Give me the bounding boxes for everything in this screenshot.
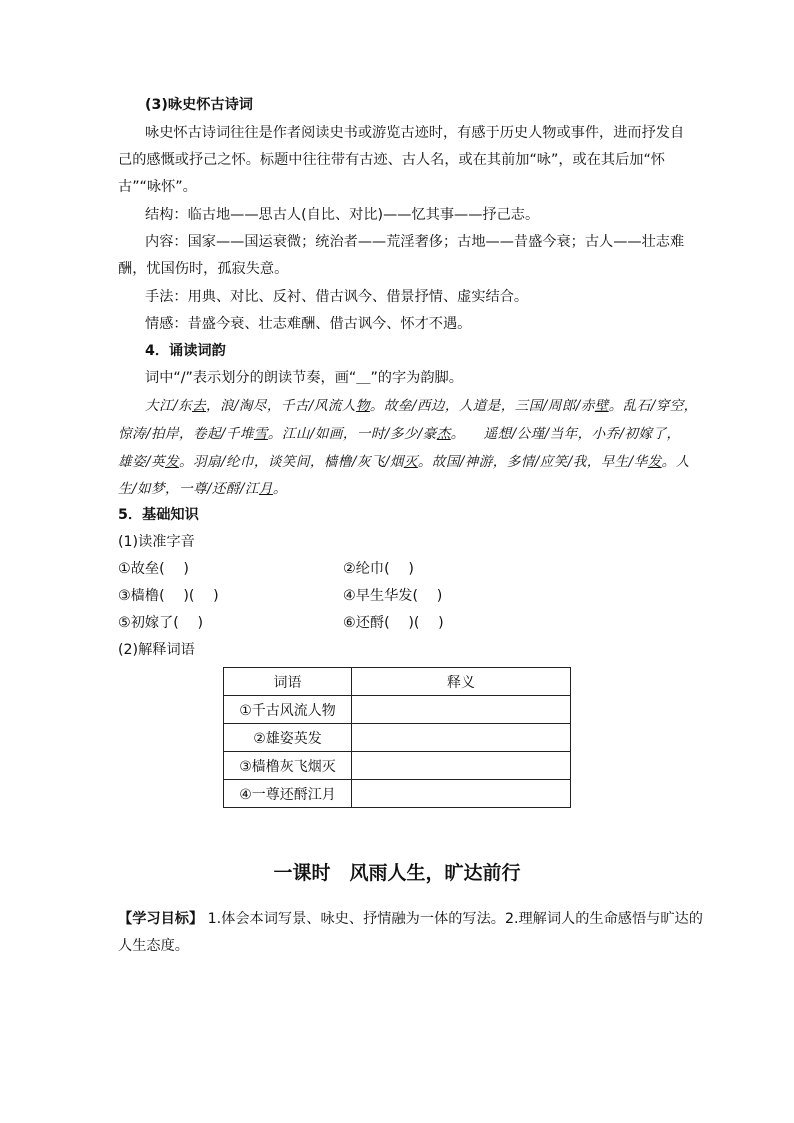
meaning-cell[interactable] — [352, 724, 571, 752]
rhyme-char: 发 — [164, 454, 179, 470]
vocab-table — [223, 667, 571, 808]
section-heading-recite: 4．诵读词韵 — [145, 343, 226, 359]
rhyme-char: 壁 — [594, 398, 609, 414]
pronunciation-item: ②纶巾( ) — [343, 561, 414, 577]
recite-instruction: 词中“/”表示划分的朗读节奏，画“＿”的字为韵脚。 — [145, 370, 463, 386]
structure-line: 结构：临古地——思古人(自比、对比)——忆其事——抒己志。 — [145, 207, 540, 223]
poem-line: 大江/东去，浪/淘尽，千古/风流人物。故垒/西边，人道是，三国/周郎/赤壁。乱石/穿空， — [145, 398, 698, 414]
rhyme-char: 杰 — [436, 426, 451, 442]
pronunciation-item: ④早生华发( ) — [343, 588, 443, 604]
rhyme-char: 雪 — [253, 426, 268, 442]
meaning-cell[interactable] — [352, 696, 571, 724]
paragraph-line: 古”“咏怀”。 — [118, 179, 197, 195]
term-cell: ②雄姿英发 — [224, 724, 352, 752]
pronunciation-item: ①故垒( ) — [118, 561, 189, 577]
pronunciation-item: ③樯橹( )( ) — [118, 588, 219, 604]
table-row — [224, 696, 571, 724]
poem-line: 生/如梦，一尊/还酹/江月。 — [118, 481, 287, 497]
rhyme-char: 物 — [355, 398, 370, 414]
table-header-meaning: 释义 — [352, 668, 571, 696]
rhyme-char: 去 — [191, 398, 206, 414]
term-cell: ③樯橹灰飞烟灭 — [224, 752, 352, 780]
paragraph-line: 己的感慨或抒己之怀。标题中往往带有古迹、古人名，或在其前加“咏”，或在其后加“怀 — [118, 152, 665, 168]
table-header-term: 词语 — [224, 668, 352, 696]
learning-goal-line: 【学习目标】 1.体会本词写景、咏史、抒情融为一体的写法。2.理解词人的生命感悟与旷达的 — [118, 911, 703, 927]
content-line: 酬，忧国伤时，孤寂失意。 — [118, 261, 289, 277]
paragraph-line: 咏史怀古诗词往往是作者阅读史书或游览古迹时，有感于历史人物或事件，进而抒发自 — [145, 125, 685, 141]
subheading-explain: (2)解释词语 — [118, 642, 195, 658]
table-row — [224, 752, 571, 780]
section-heading-yongshi: (3)咏史怀古诗词 — [145, 97, 253, 113]
term-cell: ①千古风流人物 — [224, 696, 352, 724]
rhyme-char: 发 — [647, 454, 662, 470]
subheading-pronunciation: (1)读准字音 — [118, 534, 195, 550]
meaning-cell[interactable] — [352, 780, 571, 808]
goal-label: 【学习目标】 — [118, 911, 204, 927]
term-cell: ④一尊还酹江月 — [224, 780, 352, 808]
content-line: 内容：国家——国运衰微；统治者——荒淫奢侈；古地——昔盛今衰；古人——壮志难 — [145, 234, 685, 250]
table-row — [224, 780, 571, 808]
learning-goal-line: 人生态度。 — [118, 938, 189, 954]
table-row — [224, 724, 571, 752]
lesson-title: 一课时 风雨人生，旷达前行 — [273, 862, 521, 884]
pronunciation-item: ⑤初嫁了( ) — [118, 615, 204, 631]
poem-line: 惊涛/拍岸，卷起/千堆雪。江山/如画，一时/多少/豪杰。 遥想/公瑾/当年，小乔/初嫁了， — [118, 426, 681, 442]
section-heading-basics: 5．基础知识 — [118, 507, 199, 523]
pronunciation-item: ⑥还酹( )( ) — [343, 615, 444, 631]
meaning-cell[interactable] — [352, 752, 571, 780]
table-header-row — [224, 668, 571, 696]
technique-line: 手法：用典、对比、反衬、借古讽今、借景抒情、虚实结合。 — [145, 289, 529, 305]
rhyme-char: 灭 — [403, 454, 418, 470]
rhyme-char: 月 — [258, 481, 273, 497]
poem-line: 雄姿/英发。羽扇/纶巾，谈笑间，樯橹/灰飞/烟灭。故国/神游，多情/应笑/我，早生/华发。人 — [118, 454, 690, 470]
emotion-line: 情感：昔盛今衰、壮志难酬、借古讽今、怀才不遇。 — [145, 316, 472, 332]
